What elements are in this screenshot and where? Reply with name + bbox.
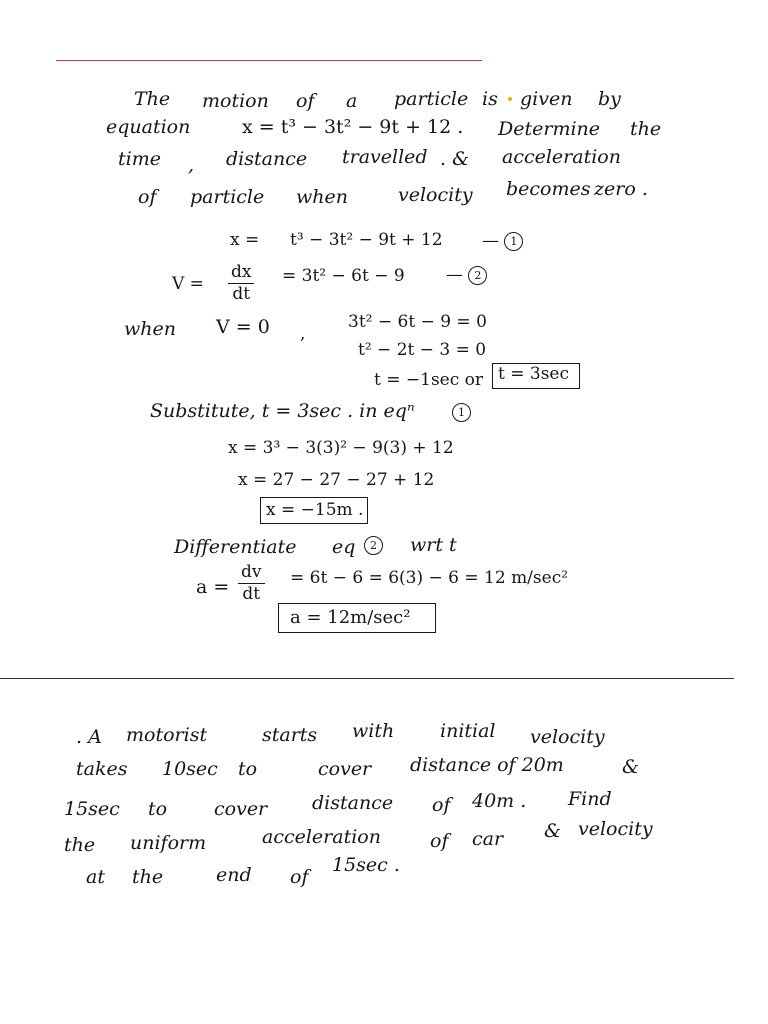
word: is — [482, 88, 498, 110]
step1: 3t² − 6t − 9 = 0 — [348, 312, 487, 332]
diff-eq: eq — [332, 536, 356, 558]
word: starts — [262, 724, 318, 746]
word: motion — [202, 90, 269, 112]
word: by — [598, 88, 621, 110]
word: of — [290, 866, 309, 888]
word: with — [352, 720, 395, 742]
word: of — [430, 830, 449, 852]
word: & — [622, 756, 639, 778]
word: . A — [76, 726, 102, 748]
word: the — [630, 118, 662, 140]
word: velocity — [578, 818, 653, 840]
substitute-line: Substitute, t = 3sec . in eqⁿ — [150, 400, 415, 422]
word: The — [134, 88, 171, 110]
word: . & — [440, 148, 469, 170]
comma: , — [300, 324, 306, 344]
x-result: x = −15m . — [266, 500, 364, 520]
a-lhs: a = — [196, 576, 230, 598]
word: uniform — [130, 832, 207, 854]
word: acceleration — [502, 146, 621, 168]
word: a — [346, 90, 358, 112]
word: end — [216, 864, 252, 886]
word: particle — [190, 186, 265, 208]
word: motorist — [126, 724, 208, 746]
word: zero . — [594, 178, 648, 200]
word: 15sec — [64, 798, 120, 820]
section-divider — [0, 678, 734, 679]
word: Determine — [498, 118, 601, 140]
diff-wrt: wrt t — [410, 534, 457, 556]
red-top-rule — [56, 60, 482, 61]
word: particle — [394, 88, 469, 110]
word: becomes — [506, 178, 591, 200]
word: equation — [106, 116, 191, 138]
word: of — [138, 186, 157, 208]
word: distance — [312, 792, 394, 814]
word: velocity — [530, 726, 605, 748]
word: at — [86, 866, 105, 888]
eq1-rhs: t³ − 3t² − 9t + 12 — [290, 230, 443, 250]
dx-numerator: dx — [228, 262, 254, 284]
v-zero: V = 0 — [216, 316, 270, 338]
dt-denominator: dt — [232, 284, 251, 305]
sub-tag-circle: 1 — [452, 403, 471, 422]
diff-tag-circle: 2 — [364, 536, 383, 555]
dv-dt-fraction — [238, 562, 265, 606]
eq2-tag: — 2 — [446, 266, 487, 285]
word: 15sec . — [332, 854, 400, 876]
eq1-lhs: x = — [230, 230, 260, 250]
when-label: when — [124, 318, 176, 340]
word: initial — [440, 720, 496, 742]
step2: t² − 2t − 3 = 0 — [358, 340, 487, 360]
word: 40m . — [472, 790, 527, 812]
word: of — [432, 794, 451, 816]
word: distance — [226, 148, 308, 170]
word: cover — [214, 798, 268, 820]
a-rhs: = 6t − 6 = 6(3) − 6 = 12 m/sec² — [290, 568, 569, 588]
word: Find — [568, 788, 612, 810]
x-line2: x = 27 − 27 − 27 + 12 — [238, 470, 435, 490]
word: given — [520, 88, 573, 110]
word: 10sec — [162, 758, 218, 780]
step3: t = −1sec or — [374, 370, 484, 390]
eq1-tag: — 1 — [482, 232, 523, 251]
dx-dt-fraction — [228, 262, 254, 306]
word: of — [296, 90, 315, 112]
v-rhs: = 3t² − 6t − 9 — [282, 266, 405, 286]
word: the — [64, 834, 96, 856]
differentiate-label: Differentiate — [174, 536, 297, 558]
dt-denominator: dt — [242, 584, 261, 605]
word: & — [544, 820, 561, 842]
word: acceleration — [262, 826, 381, 848]
word: when — [296, 186, 348, 208]
word: x = t³ − 3t² − 9t + 12 . — [242, 116, 464, 138]
word: velocity — [398, 184, 473, 206]
highlight-dot — [508, 97, 512, 101]
word: travelled — [342, 146, 428, 168]
word: cover — [318, 758, 372, 780]
word: takes — [76, 758, 128, 780]
word: distance of 20m — [410, 754, 564, 776]
x-line1: x = 3³ − 3(3)² − 9(3) + 12 — [228, 438, 454, 458]
dv-numerator: dv — [238, 562, 265, 584]
v-lhs: V = — [172, 274, 204, 294]
word: the — [132, 866, 164, 888]
word: car — [472, 828, 504, 850]
eq1-tag-circle: 1 — [504, 232, 523, 251]
eq2-tag-circle: 2 — [468, 266, 487, 285]
t-result: t = 3sec — [498, 364, 570, 384]
word: to — [238, 758, 258, 780]
word: time — [118, 148, 161, 170]
a-result: a = 12m/sec² — [290, 607, 411, 628]
word: to — [148, 798, 168, 820]
word: , — [188, 154, 195, 176]
